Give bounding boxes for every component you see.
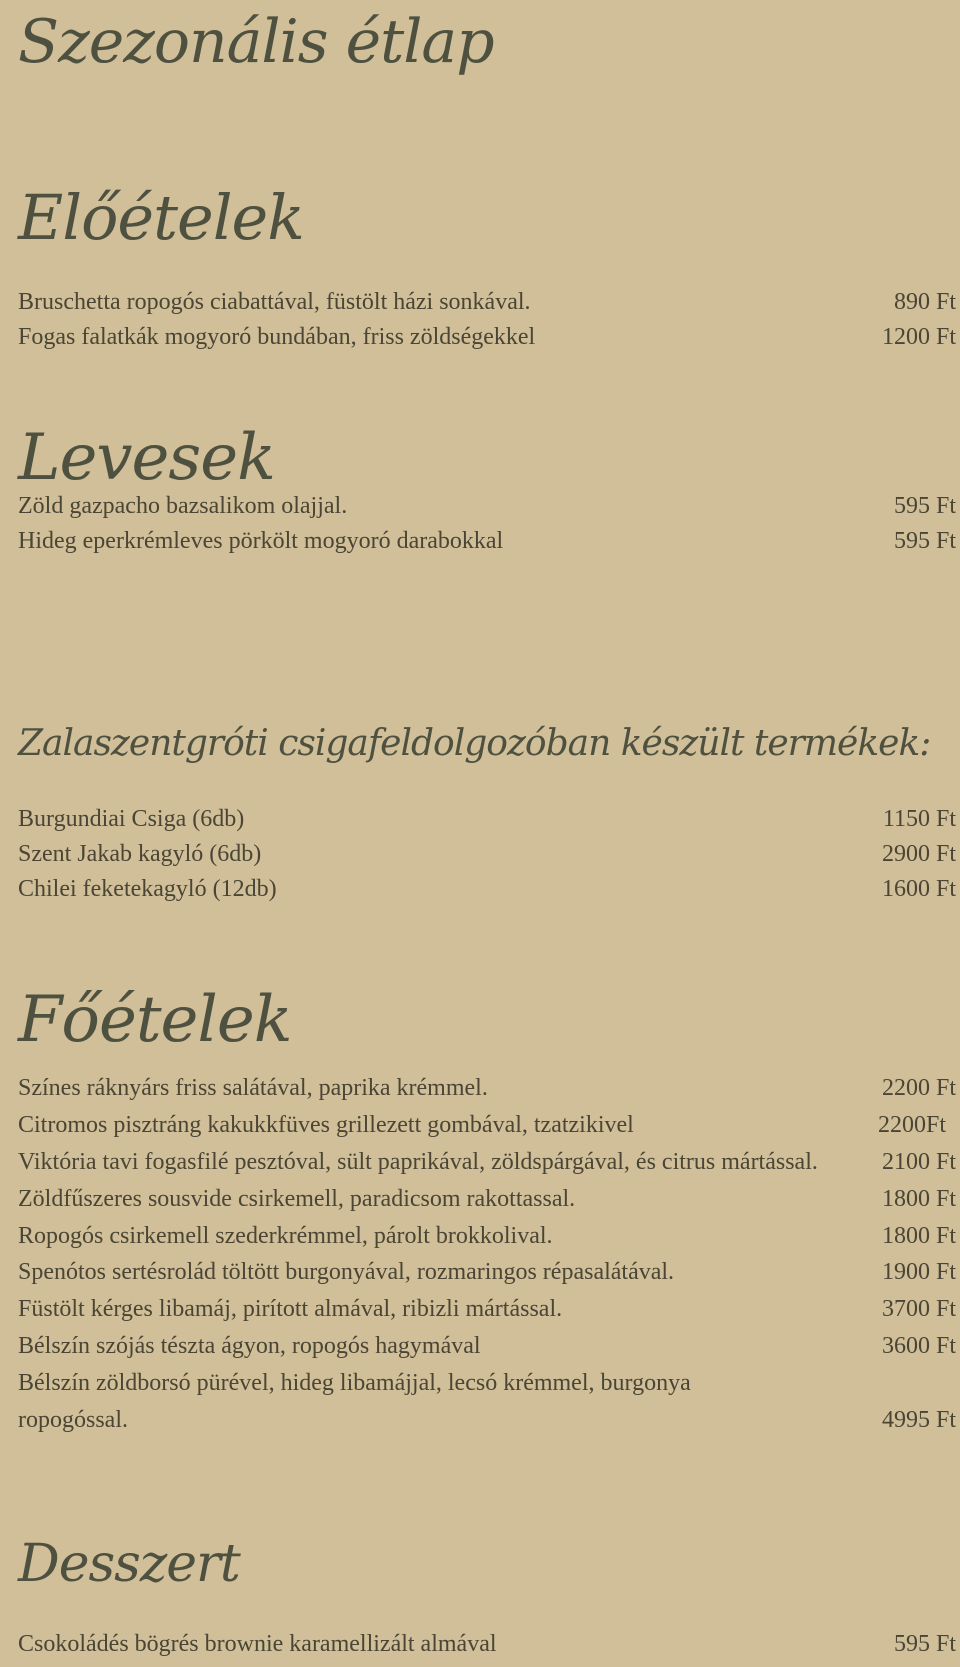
menu-item-name: Ropogós csirkemell szederkrémmel, párolt brokkolival.	[18, 1223, 553, 1249]
menu-item-price: 1600 Ft	[881, 876, 956, 902]
menu-item-name: Citromos pisztráng kakukkfüves grillezett gombával, tzatzikivel	[18, 1112, 634, 1138]
menu-item-price: 2200 Ft	[881, 1075, 956, 1101]
menu-item-name: Zöld gazpacho bazsalikom olajjal.	[18, 493, 348, 519]
menu-item-price: 595 Ft	[893, 528, 956, 554]
section-heading-desszert: Desszert	[18, 1534, 240, 1594]
menu-item	[18, 1254, 956, 1290]
menu-item	[18, 1181, 956, 1217]
menu-item-price: 3600 Ft	[881, 1333, 956, 1359]
menu-item-name: Színes ráknyárs friss salátával, paprika krémmel.	[18, 1075, 488, 1101]
menu-item-name: Bélszín zöldborsó pürével, hideg libamájjal, lecsó krémmel, burgonya	[18, 1370, 691, 1396]
menu-item-price: 1800 Ft	[881, 1223, 956, 1249]
menu-item-name: Csokoládés bögrés brownie karamellizált almával	[18, 1631, 497, 1657]
menu-item-price: 2900 Ft	[881, 841, 956, 867]
menu-item	[18, 284, 956, 320]
menu-item	[18, 1291, 956, 1327]
menu-item	[18, 1365, 956, 1401]
menu-item	[18, 871, 956, 907]
menu-item-name: Hideg eperkrémleves pörkölt mogyoró darabokkal	[18, 528, 504, 554]
menu-item-name: Chilei feketekagyló (12db)	[18, 876, 277, 902]
menu-item-name: Fogas falatkák mogyoró bundában, friss zöldségekkel	[18, 324, 536, 350]
menu-item	[18, 1218, 956, 1254]
menu-item	[18, 1107, 956, 1143]
menu-item-name: Füstölt kérges libamáj, pirított almával, ribizli mártással.	[18, 1296, 563, 1322]
menu-item-price: 1800 Ft	[881, 1186, 956, 1212]
section-heading-foetelek: Főételek	[18, 983, 292, 1057]
menu-item	[18, 1144, 956, 1180]
menu-item-continued	[18, 1402, 956, 1438]
page-title: Szezonális étlap	[18, 7, 494, 77]
menu-item-name: Bruschetta ropogós ciabattával, füstölt házi sonkával.	[18, 289, 531, 315]
menu-item-name: Spenótos sertésrolád töltött burgonyával, rozmaringos répasalátával.	[18, 1259, 675, 1285]
menu-item-price: 595 Ft	[893, 1631, 956, 1657]
section-heading-eloetelek: Előételek	[18, 181, 304, 254]
menu-item	[18, 836, 956, 872]
menu-item-price: 3700 Ft	[881, 1296, 956, 1322]
menu-item	[18, 1070, 956, 1106]
menu-item-price: 890 Ft	[893, 289, 956, 315]
menu-item-name-continued: ropogóssal.	[18, 1407, 128, 1433]
menu-item	[18, 1328, 956, 1364]
menu-item-price: 4995 Ft	[881, 1407, 956, 1433]
menu-item-price: 1900 Ft	[881, 1259, 956, 1285]
menu-item-price: 595 Ft	[893, 493, 956, 519]
menu-item-name: Szent Jakab kagyló (6db)	[18, 841, 262, 867]
menu-item-price: 2100 Ft	[881, 1149, 956, 1175]
menu-item-name: Bélszín szójás tészta ágyon, ropogós hagymával	[18, 1333, 481, 1359]
menu-item-name: Burgundiai Csiga (6db)	[18, 806, 245, 832]
menu-item-name: Viktória tavi fogasfilé pesztóval, sült paprikával, zöldspárgával, és citrus mártással.	[18, 1149, 818, 1175]
menu-item-price: 1150 Ft	[882, 806, 956, 832]
menu-item	[18, 1626, 956, 1662]
menu-item-price: 2200Ft	[877, 1112, 946, 1138]
menu-item-price: 1200 Ft	[881, 324, 956, 350]
section-heading-levesek: Levesek	[18, 421, 275, 495]
menu-item	[18, 488, 956, 524]
section-heading-csiga: Zalaszentgróti csigafeldolgozóban készült termékek:	[18, 723, 931, 764]
menu-item	[18, 319, 956, 355]
menu-item	[18, 801, 956, 837]
menu-item	[18, 523, 956, 559]
menu-item-name: Zöldfűszeres sousvide csirkemell, paradicsom rakottassal.	[18, 1186, 576, 1212]
